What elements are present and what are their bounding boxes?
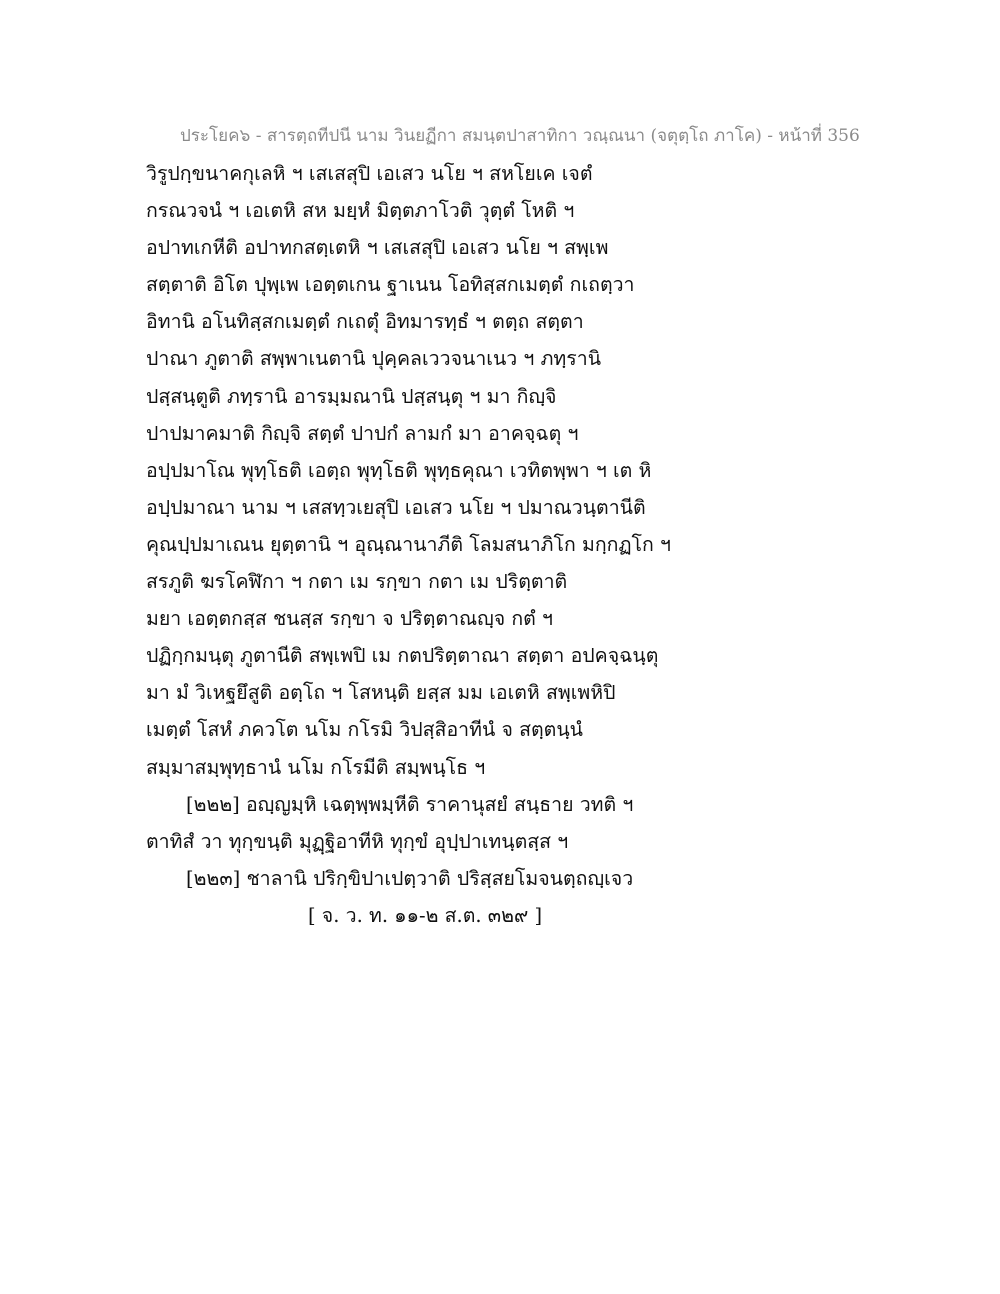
text-line: กรณวจนํ ฯ เอเตหิ สห มยฺหํ มิตฺตภาโวติ วุตฺตํ โหติ ฯ xyxy=(146,199,575,223)
text-line: สตฺตาติ อิโต ปุพฺเพ เอตฺตเกน ฐาเนน โอทิสฺสกเมตฺตํ กเถตฺวา xyxy=(146,273,635,297)
text-line: ปฏิกฺกมนฺตุ ภูตานีติ สพฺเพปิ เม กตปริตฺตาณา สตฺตา อปคจฺฉนฺตุ xyxy=(146,644,659,668)
text-line: อปาทเกหีติ อปาทกสตฺเตหิ ฯ เสเสสุปิ เอเสว นโย ฯ สพฺเพ xyxy=(146,236,609,260)
text-line: มยา เอตฺตกสฺส ชนสฺส รกฺขา จ ปริตฺตาณญฺจ กตํ ฯ xyxy=(146,607,553,631)
reference-note: [ จ. ว. ท. ๑๑-๒ ส.ต. ๓๒๙ ] xyxy=(308,903,543,927)
text-line: วิรูปกฺขนาคกุเลหิ ฯ เสเสสุปิ เอเสว นโย ฯ สหโยเค เจตํ xyxy=(146,162,593,185)
text-line: ปาปมาคมาติ กิญฺจิ สตฺตํ ปาปกํ ลามกํ มา อาคจฺฉตุ ฯ xyxy=(146,421,579,445)
text-line: ตาทิสํ วา ทุกฺขนฺติ มุฏฺฐิอาทีหิ ทุกฺขํ อุปฺปาเทนฺตสฺส ฯ xyxy=(146,829,569,853)
text-line: เมตฺตํ โสหํ ภควโต นโม กโรมิ วิปสฺสิอาทีนํ จ สตฺตนฺนํ xyxy=(146,718,584,742)
text-line: ปสฺสนฺตูติ ภทฺรานิ อารมฺมณานิ ปสฺสนฺตุ ฯ มา กิญฺจิ xyxy=(146,384,557,408)
paragraph-223: [๒๒๓] ชาลานิ ปริกฺขิปาเปตฺวาติ ปริสฺสยโมจนตฺถญฺเจว xyxy=(186,866,634,890)
body-text xyxy=(146,158,986,937)
page-header: ประโยค๖ - สารตฺถทีปนี นาม วินยฏีกา สมนฺตปาสาทิกา วณฺณนา (จตุตฺโถ ภาโค) - หน้าที่ 356 xyxy=(180,126,860,146)
text-line: อปฺปมาโณ พุทฺโธติ เอตฺถ พุทฺโธติ พุทฺธคุณา เวทิตพฺพา ฯ เต หิ xyxy=(146,458,652,482)
text-line: สรภูติ ฆรโคฬิกา ฯ กตา เม รกฺขา กตา เม ปริตฺตาติ xyxy=(146,570,568,594)
text-line: ปาณา ภูตาติ สพฺพาเนตานิ ปุคฺคลเววจนาเนว ฯ ภทฺรานิ xyxy=(146,347,602,371)
text-line: มา มํ วิเหฐยึสูติ อตฺโถ ฯ โสหนฺติ ยสฺส มม เอเตหิ สพฺเพหิปิ xyxy=(146,681,616,705)
text-line: อิทานิ อโนทิสฺสกเมตฺตํ กเถตุํ อิทมารทฺธํ ฯ ตตฺถ สตฺตา xyxy=(146,310,584,334)
text-line: คุณปฺปมาเณน ยุตฺตานิ ฯ อุณฺณานาภีติ โลมสนาภิโก มกฺกฏโก ฯ xyxy=(146,532,671,556)
text-line: อปฺปมาณา นาม ฯ เสสทฺวเยสุปิ เอเสว นโย ฯ ปมาณวนฺตานีติ xyxy=(146,495,646,519)
text-line: สมฺมาสมฺพุทฺธานํ นโม กโรมีติ สมฺพนฺโธ ฯ xyxy=(146,755,486,779)
paragraph-222: [๒๒๒] อญฺญมฺหิ เฉตฺพฺพมฺหีติ ราคานุสยํ สนฺธาย วทติ ฯ xyxy=(186,792,634,816)
